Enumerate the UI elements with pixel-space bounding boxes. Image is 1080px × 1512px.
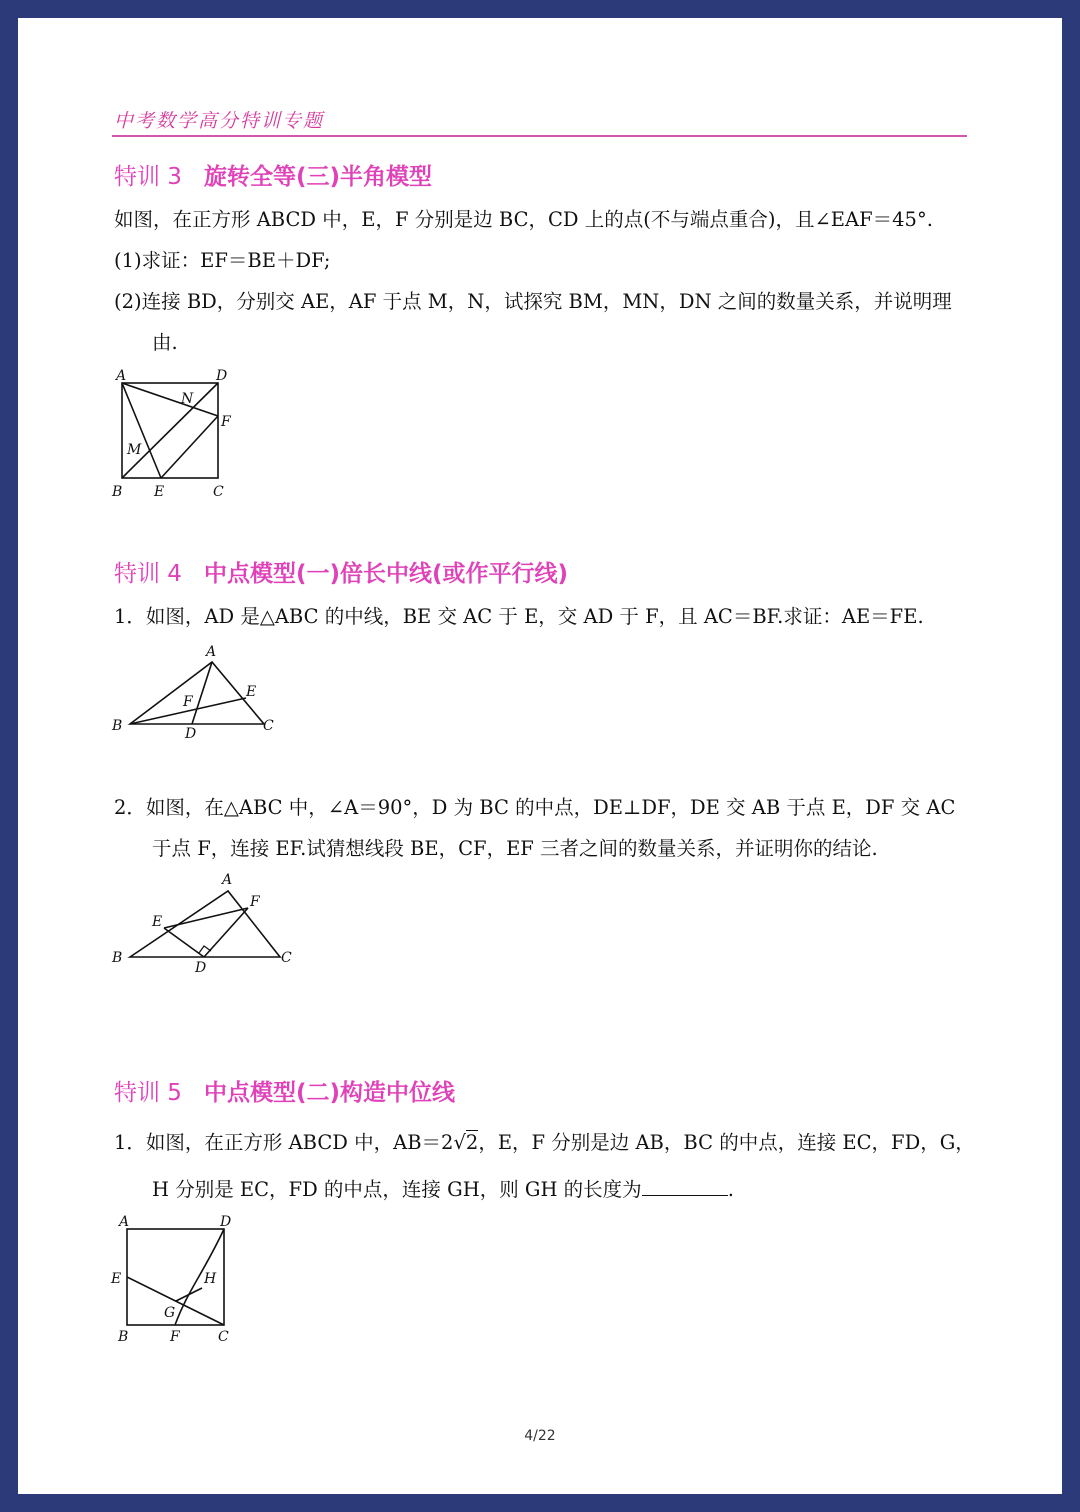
problem-text: 2．如图，在△ABC 中，∠A＝90°，D 为 BC 的中点，DE⊥DF，DE 交 AB 于点 E，DF 交 AC [114,796,956,819]
problem-text-part: H 分别是 EC，FD 的中点，连接 GH，则 GH 的长度为 [152,1178,642,1201]
label-E: E [111,1271,122,1287]
answer-blank[interactable] [642,1177,728,1196]
label-E: E [154,484,165,500]
label-F: F [221,414,231,430]
section-title-4 [114,555,568,588]
label-E: E [246,684,257,700]
figure-square-half-angle [108,366,248,501]
label-F: F [170,1329,180,1345]
figure-right-triangle-midpoint [108,870,328,980]
label-H: H [204,1271,217,1287]
label-D: D [185,726,197,740]
problem-text-part: 1．如图，在正方形 ABCD 中，AB＝2 [114,1131,454,1154]
header-rule [112,135,967,137]
label-C: C [218,1329,229,1345]
problem-text: (1)求证：EF＝BE＋DF; [114,249,331,272]
label-A: A [116,368,127,384]
page [18,18,1062,1494]
label-N: N [181,391,194,407]
section-number: 特训 4 [114,561,182,587]
label-A: A [119,1214,130,1230]
problem-text: 于点 F，连接 EF.试猜想线段 BE，CF，EF 三者之间的数量关系，并证明你的结论. [152,837,878,860]
page-number: 4/22 [524,1428,556,1444]
problem-text: (2)连接 BD，分别交 AE，AF 于点 M，N，试探究 BM，MN，DN 之间的数量关系，并说明理 [114,290,952,313]
label-D: D [195,960,207,976]
section-number: 特训 5 [114,1080,182,1106]
label-A: A [206,644,217,660]
problem-text [114,1129,975,1157]
sqrt-radicand: 2 [465,1131,479,1154]
sqrt-sign: √ [453,1131,466,1154]
label-D: D [216,368,228,384]
label-B: B [112,484,123,500]
problem-text: 1．如图，AD 是△ABC 的中线，BE 交 AC 于 E，交 AD 于 F，且 AC＝BF.求证：AE＝FE. [114,605,924,628]
label-A: A [222,872,233,888]
label-D: D [220,1214,232,1230]
label-B: B [118,1329,129,1345]
label-E: E [152,914,163,930]
label-M: M [127,442,142,458]
problem-text: 由. [152,331,178,354]
problem-text-part: ，E，F 分别是边 AB，BC 的中点，连接 EC，FD，G， [478,1131,975,1154]
problem-text [152,1176,734,1204]
label-C: C [281,950,292,966]
label-C: C [263,718,274,734]
figure-square-midline [108,1210,248,1350]
label-F: F [183,694,193,710]
section-heading: 中点模型(一)倍长中线(或作平行线) [203,561,568,587]
section-heading: 中点模型(二)构造中位线 [203,1080,455,1106]
section-title-5 [114,1074,455,1107]
section-title-3 [114,158,432,191]
running-head: 中考数学高分特训专题 [114,110,325,132]
problem-text-part: . [727,1178,734,1201]
label-C: C [213,484,224,500]
section-number: 特训 3 [114,164,182,190]
problem-text: 如图，在正方形 ABCD 中，E，F 分别是边 BC，CD 上的点(不与端点重合)，且∠EAF＝45°. [114,208,933,231]
label-F: F [250,894,260,910]
label-B: B [112,950,123,966]
figure-median-triangle [108,640,298,740]
label-G: G [164,1305,176,1321]
section-heading: 旋转全等(三)半角模型 [203,164,432,190]
label-B: B [112,718,123,734]
